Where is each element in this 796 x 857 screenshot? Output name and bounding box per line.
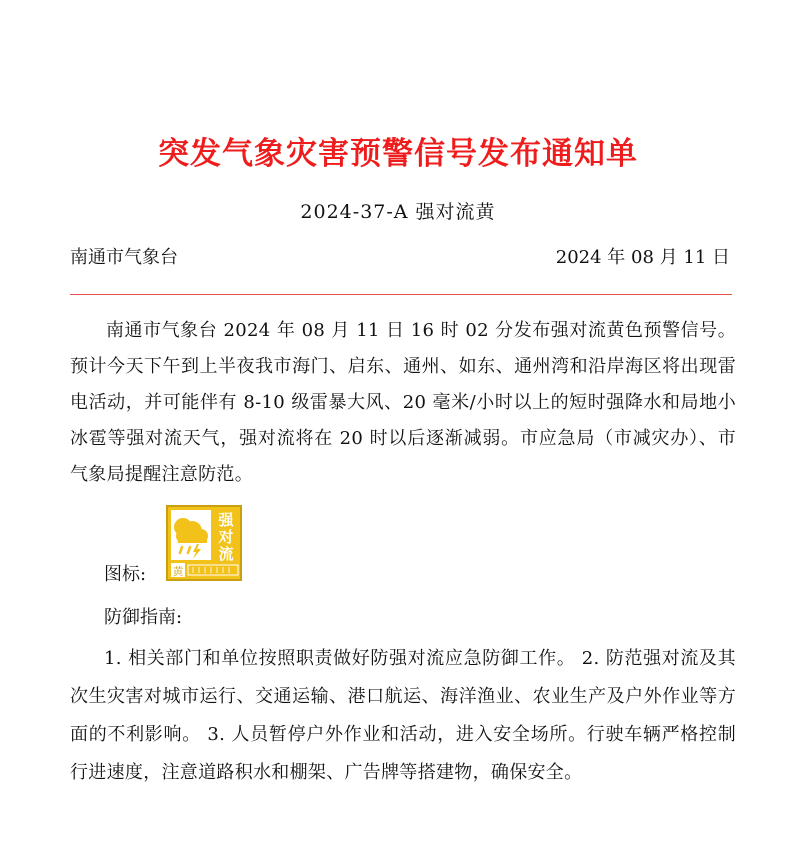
thunderstorm-yellow-warning-icon (166, 505, 242, 581)
icon-char-3: 流 (218, 545, 234, 563)
header-divider (70, 294, 732, 295)
issue-date: 2024 年 08 月 11 日 (555, 247, 730, 268)
page-title: 突发气象灾害预警信号发布通知单 (158, 136, 638, 172)
icon-char-2: 对 (218, 528, 234, 546)
defense-guide-heading: 防御指南: (104, 607, 183, 628)
document-number: 2024-37-A 强对流黄 (300, 201, 496, 223)
icon-row (104, 505, 404, 585)
icon-char-1: 强 (218, 511, 234, 529)
issuer-name: 南通市气象台 (70, 247, 178, 268)
warning-body-text: 南通市气象台 2024 年 08 月 11 日 16 时 02 分发布强对流黄色预警信号。预计今天下午到上半夜我市海门、启东、通州、如东、通州湾和沿岸海区将出现雷电活动，并可能伴有 8-10 级雷暴大风、20 毫米/小时以上的短时强降水和局地小冰雹等强对流天气，强对流将在 20 时以后逐渐减弱。市应急局（市减灾办）、市气象局提醒注意防范。 (70, 320, 736, 485)
icon-level-char: 黄 (172, 565, 184, 578)
icon-text-column (217, 511, 234, 563)
icon-label: 图标: (104, 564, 147, 585)
defense-guide-text: 1. 相关部门和单位按照职责做好防强对流应急防御工作。 2. 防范强对流及其次生灾害对城市运行、交通运输、港口航运、海洋渔业、农业生产及户外作业等方面的不利影响。 3. 人员暂停户外作业和活动，进入安全场所。行驶车辆严格控制行进速度，注意道路积水和棚架、广告牌等搭建物，确保安全。 (70, 648, 736, 783)
